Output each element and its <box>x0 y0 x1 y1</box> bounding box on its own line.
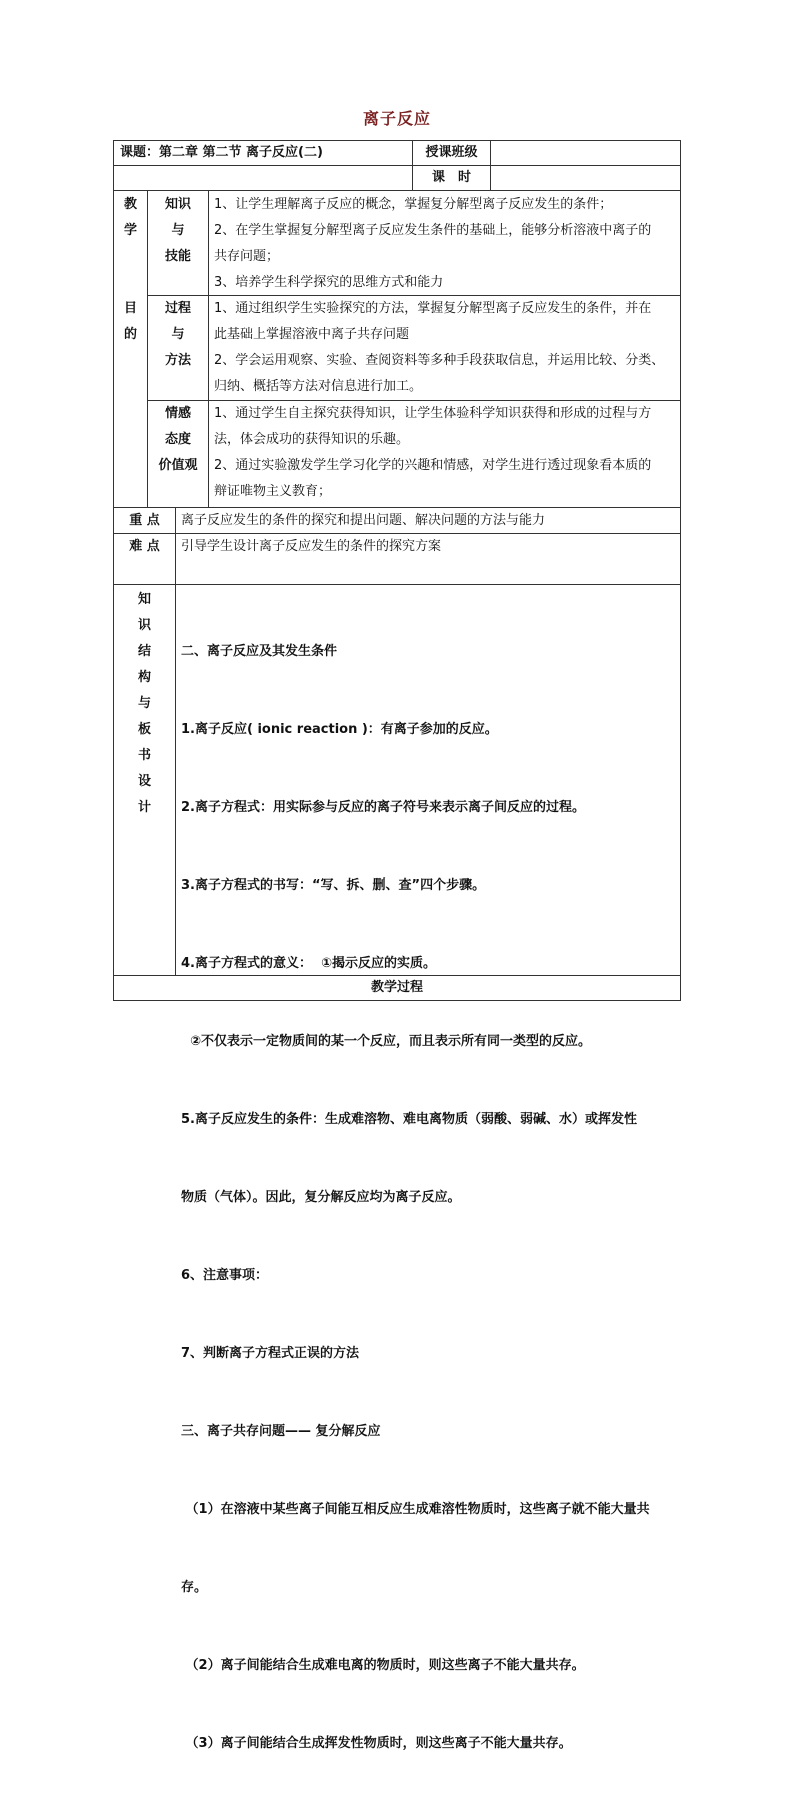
hours-value[interactable] <box>491 166 679 190</box>
key-point-label: 重 点 <box>129 513 160 528</box>
rule <box>114 190 680 191</box>
subject-title: 课题：第二章 第二节 离子反应(二) <box>120 145 323 160</box>
difficulty-label: 难 点 <box>129 539 160 554</box>
objectives-side-label: 教 学 <box>123 197 137 238</box>
teaching-process-label: 教学过程 <box>370 980 423 995</box>
category-process: 过程 与 方法 <box>164 301 191 368</box>
objective-emotion-text: 1、通过学生自主探究获得知识，让学生体验科学知识获得和形成的过程与方 法，体会成功的获得知识的乐趣。 2、通过实验激发学生学习化学的兴趣和情感，对学生进行透过现象看本质的 辩证唯物主义教育； <box>214 406 652 499</box>
objectives-side-label-2: 目 的 <box>123 301 137 342</box>
lesson-plan-table <box>113 140 681 1751</box>
class-label: 授课班级 <box>425 145 478 160</box>
document-title: 离子反应 <box>362 109 431 128</box>
difficulty-text: 引导学生设计离子反应发生的条件的探究方案 <box>181 539 442 554</box>
rule <box>114 584 680 585</box>
objective-process-text: 1、通过组织学生实验探究的方法，掌握复分解型离子反应发生的条件，并在 此基础上掌握溶液中离子共存问题 2、学会运用观察、实验、查阅资料等多种手段获取信息，并运用比较、分类、 归纳、概括等方法对信息进行加工。 <box>214 301 665 394</box>
category-knowledge: 知识 与 技能 <box>164 197 191 264</box>
knowledge-content: 二、离子反应及其发生条件 1.离子反应( ionic reaction )：有离子参加的反应。 2.离子方程式：用实际参与反应的离子符号来表示离子间反应的过程。 3.离子方程式的书写：“写、拆、删、查”四个步骤。 4.离子方程式的意义： ①揭示反应的实质。 ②不仅表示一定物质间的某一个反应，而且表示所有同一类型的反应。 5.离子反应发生的条件：生成难溶物、难电离物质（弱酸、弱碱、水）或挥发性 物质（气体）。因此，复分解反应均为离子反应。 6、注意事项： 7、判断离子方程式正误的方法 三、离子共存问题—— 复分解反应 （1）在溶液中某些离子间能互相反应生成难溶性物质时，这些离子就不能大量共 存。 （2）离子间能结合生成难电离的物质时，则这些离子不能大量共存。 （3）离子间能结合生成挥发性物质时，则这些离子不能大量共存。 <box>181 644 650 1751</box>
category-emotion: 情感 态度 价值观 <box>158 406 198 473</box>
knowledge-side-label: 知 识 结 构 与 板 书 设 计 <box>137 592 151 815</box>
objective-knowledge-text: 1、让学生理解离子反应的概念，掌握复分解型离子反应发生的条件； 2、在学生掌握复分解型离子反应发生条件的基础上，能够分析溶液中离子的 共存问题； 3、培养学生科学探究的思维方式和能力 <box>214 197 652 290</box>
hours-label: 课 时 <box>431 170 471 185</box>
key-point-text: 离子反应发生的条件的探究和提出问题、解决问题的方法与能力 <box>181 513 546 528</box>
class-value[interactable] <box>491 141 679 165</box>
